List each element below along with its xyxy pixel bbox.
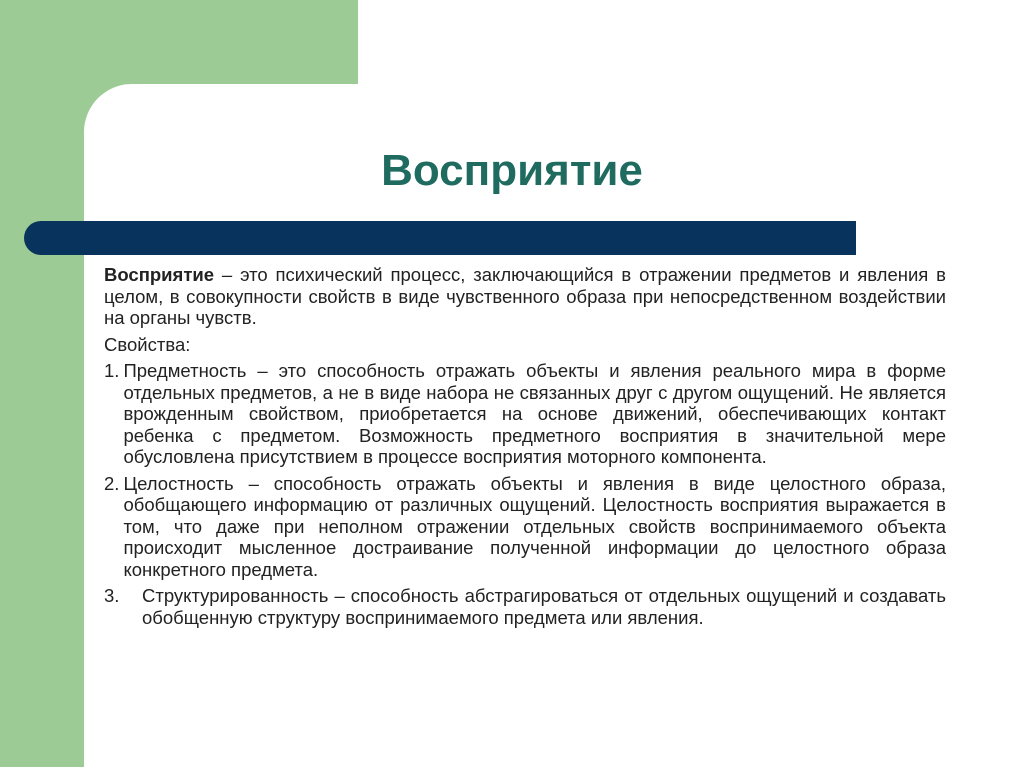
properties-label: Свойства: [104, 333, 191, 355]
property-text: Целостность – способность отражать объекты и явления в виде целостного образа, обобщающего информацию от различных ощущений. Целостность восприятия выражается в том, что даже при неполном отражении отдельных свойств воспринимаемого объекта происходит мысленное достраивание полученной информации до целостного образа конкретного предмета. [123, 472, 946, 580]
property-text: Структурированность – способность абстрагироваться от отдельных ощущений и создавать обобщенную структуру воспринимаемого предмета или явления. [142, 585, 946, 628]
property-text: Предметность – это способность отражать объекты и явления реального мира в форме отдельных предметов, а не в виде набора не связанных друг с другом ощущений. Не является врожденным свойством, приобретается на основе движений, обеспечивающих контакт ребенка с предметом. Возможность предметного восприятия в значительной мере обусловлена присутствием в процессе восприятия моторного компонента. [123, 360, 946, 467]
title-divider-bar [24, 221, 856, 255]
property-item-3 [104, 585, 946, 628]
slide-title: Восприятие [381, 146, 643, 195]
definition-paragraph [104, 264, 946, 329]
definition-term: Восприятие [104, 264, 215, 285]
property-item-1 [104, 360, 946, 468]
property-number: 2. [104, 472, 120, 494]
property-number: 3. [104, 585, 120, 606]
property-item-2 [104, 473, 946, 581]
slide-content [104, 264, 946, 633]
property-number: 1. [104, 360, 120, 381]
definition-text: – это психический процесс, заключающийся в отражении предметов и явления в целом, в совокупности свойств в виде чувственного образа при непосредственном воздействии на органы чувств. [104, 264, 946, 328]
